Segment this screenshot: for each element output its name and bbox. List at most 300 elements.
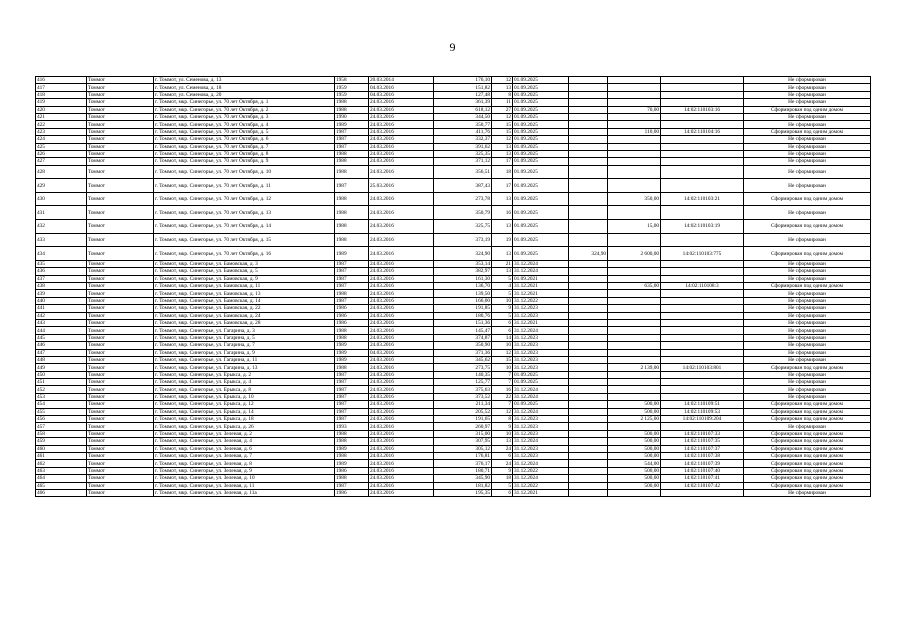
cell-land-area	[608, 379, 661, 386]
cell-residents-count: 24	[492, 460, 513, 467]
cell-land-status: Не сформирован	[744, 393, 871, 400]
cell-land-status: Не сформирован	[744, 143, 871, 150]
cell-address: г. Томмот, мкр. Синегорье, ул. 70 лет Октября, д. 5	[154, 128, 335, 135]
cell-term-date: 01.09.2025	[513, 179, 569, 193]
cell-area: 374,87	[434, 334, 492, 341]
table-row	[36, 312, 871, 319]
cell-address: г. Томмот, ул. Семенова, д. 13	[154, 77, 335, 84]
cell-area: 180,71	[434, 467, 492, 474]
cell-value-a	[569, 99, 608, 106]
cell-record-date: 24.03.2016	[369, 445, 434, 452]
cell-land-area: 110,00	[608, 128, 661, 135]
cell-build-year: 1987	[335, 283, 369, 290]
table-row	[36, 489, 871, 496]
cell-land-status: Сформирован под одним домом	[744, 416, 871, 423]
cell-residents-count: 13	[492, 143, 513, 150]
cell-land-status: Не сформирован	[744, 386, 871, 393]
cell-land-area	[608, 371, 661, 378]
cell-value-a	[569, 327, 608, 334]
cell-term-date: 01.09.2021	[513, 275, 569, 282]
cell-cadastral-number	[661, 136, 744, 143]
cell-build-year: 1993	[335, 423, 369, 430]
cell-area: 140,35	[434, 371, 492, 378]
cell-cadastral-number	[661, 327, 744, 334]
cell-cadastral-number	[661, 84, 744, 91]
cell-settlement: Томмот	[87, 342, 154, 349]
cell-build-year: 1988	[335, 453, 369, 460]
cell-land-status: Сформирован под одним домом	[744, 283, 871, 290]
cell-land-area	[608, 356, 661, 363]
cell-term-date: 01.09.2025	[513, 91, 569, 98]
cell-settlement: Томмот	[87, 158, 154, 165]
cell-build-year: 1989	[335, 121, 369, 128]
cell-residents-count: 12	[492, 349, 513, 356]
cell-address: г. Томмот, мкр. Синегорье, ул. Бамовская, д. 3	[154, 260, 335, 267]
cell-row-number: 441	[36, 305, 87, 312]
cell-land-area	[608, 327, 661, 334]
cell-build-year: 1987	[335, 393, 369, 400]
cell-settlement: Томмот	[87, 220, 154, 234]
cell-address: г. Томмот, мкр. Синегорье, ул. Зеленая, д. 9	[154, 467, 335, 474]
cell-land-status: Не сформирован	[744, 312, 871, 319]
table-row	[36, 327, 871, 334]
cell-address: г. Томмот, мкр. Синегорье, ул. Бамовская, д. 5	[154, 268, 335, 275]
cell-row-number: 431	[36, 206, 87, 220]
cell-value-a	[569, 206, 608, 220]
cell-build-year: 1987	[335, 275, 369, 282]
cell-address: г. Томмот, мкр. Синегорье, ул. 70 лет Октября, д. 9	[154, 158, 335, 165]
cell-cadastral-number	[661, 233, 744, 247]
cell-record-date: 24.03.2016	[369, 319, 434, 326]
cell-build-year: 1988	[335, 327, 369, 334]
cell-land-area	[608, 143, 661, 150]
cell-area: 376,17	[434, 460, 492, 467]
cell-land-area	[608, 260, 661, 267]
cell-build-year: 1986	[335, 305, 369, 312]
cell-land-area	[608, 334, 661, 341]
cell-value-a	[569, 416, 608, 423]
cell-settlement: Томмот	[87, 312, 154, 319]
cell-row-number: 459	[36, 438, 87, 445]
cell-term-date: 31.12.2023	[513, 453, 569, 460]
cell-value-a	[569, 423, 608, 430]
cell-residents-count: 11	[492, 99, 513, 106]
cell-value-a	[569, 113, 608, 120]
cell-record-date: 24.03.2016	[369, 268, 434, 275]
cell-cadastral-number: 14:02:110107:39	[661, 460, 744, 467]
cell-record-date: 24.03.2016	[369, 275, 434, 282]
cell-value-a	[569, 438, 608, 445]
cell-term-date: 31.12.2022	[513, 467, 569, 474]
cell-residents-count: 6	[492, 489, 513, 496]
cell-cadastral-number: 14:02:110103:21	[661, 192, 744, 206]
cell-record-date: 24.03.2016	[369, 430, 434, 437]
cell-record-date: 04.03.2016	[369, 349, 434, 356]
cell-value-a	[569, 386, 608, 393]
cell-land-area: 70,00	[608, 106, 661, 113]
cell-record-date: 24.03.2016	[369, 113, 434, 120]
cell-record-date: 24.03.2016	[369, 143, 434, 150]
cell-build-year: 1988	[335, 106, 369, 113]
cell-land-status: Не сформирован	[744, 84, 871, 91]
cell-build-year: 1988	[335, 99, 369, 106]
cell-area: 151,36	[434, 319, 492, 326]
cell-settlement: Томмот	[87, 179, 154, 193]
cell-cadastral-number: 14:02:110107:41	[661, 475, 744, 482]
cell-land-area	[608, 150, 661, 157]
cell-value-a	[569, 192, 608, 206]
cell-settlement: Томмот	[87, 327, 154, 334]
cell-area: 391,62	[434, 143, 492, 150]
cell-residents-count: 9	[492, 467, 513, 474]
cell-record-date: 24.03.2016	[369, 408, 434, 415]
table-row	[36, 475, 871, 482]
cell-settlement: Томмот	[87, 91, 154, 98]
cell-settlement: Томмот	[87, 297, 154, 304]
cell-land-status: Не сформирован	[744, 327, 871, 334]
cell-record-date: 24.03.2016	[369, 165, 434, 179]
cell-build-year: 1987	[335, 136, 369, 143]
cell-build-year: 1987	[335, 260, 369, 267]
table-row	[36, 128, 871, 135]
cell-address: г. Томмот, мкр. Синегорье, ул. Гагарина, д. 7	[154, 342, 335, 349]
cell-area: 180,76	[434, 312, 492, 319]
cell-land-status: Не сформирован	[744, 297, 871, 304]
cell-land-area: 2 139,00	[608, 364, 661, 371]
cell-cadastral-number: 14:02:110103:19	[661, 220, 744, 234]
cell-record-date: 24.03.2016	[369, 460, 434, 467]
cell-value-a	[569, 430, 608, 437]
table-row	[36, 467, 871, 474]
cell-land-status: Не сформирован	[744, 379, 871, 386]
cell-build-year: 1987	[335, 179, 369, 193]
cell-area: 191,65	[434, 416, 492, 423]
cell-record-date: 24.03.2016	[369, 482, 434, 489]
cell-address: г. Томмот, мкр. Синегорье, ул. 70 лет Октября, д. 11	[154, 179, 335, 193]
cell-build-year: 1988	[335, 192, 369, 206]
cell-record-date: 24.03.2016	[369, 312, 434, 319]
cell-value-a	[569, 371, 608, 378]
cell-residents-count: 21	[492, 260, 513, 267]
cell-address: г. Томмот, мкр. Синегорье, ул. 70 лет Октября, д. 16	[154, 247, 335, 261]
cell-cadastral-number	[661, 349, 744, 356]
cell-residents-count: 8	[492, 91, 513, 98]
cell-land-status: Не сформирован	[744, 275, 871, 282]
cell-land-status: Не сформирован	[744, 179, 871, 193]
cell-address: г. Томмот, мкр. Синегорье, ул. Гагарина, д. 5	[154, 334, 335, 341]
cell-settlement: Томмот	[87, 99, 154, 106]
cell-residents-count: 27	[492, 106, 513, 113]
cell-value-a	[569, 297, 608, 304]
cell-term-date: 01.09.2025	[513, 113, 569, 120]
cell-record-date: 24.03.2016	[369, 158, 434, 165]
cell-row-number: 457	[36, 423, 87, 430]
cell-value-a	[569, 364, 608, 371]
table-row	[36, 165, 871, 179]
cell-address: г. Томмот, мкр. Синегорье, ул. Бамовская, д. 22	[154, 305, 335, 312]
cell-residents-count: 22	[492, 393, 513, 400]
cell-record-date: 24.03.2016	[369, 290, 434, 297]
cell-area: 307,95	[434, 438, 492, 445]
cell-cadastral-number: 14:02:110103:801	[661, 364, 744, 371]
cell-record-date: 24.03.2016	[369, 192, 434, 206]
cell-area: 375,63	[434, 386, 492, 393]
cell-settlement: Томмот	[87, 438, 154, 445]
cell-settlement: Томмот	[87, 121, 154, 128]
cell-settlement: Томмот	[87, 260, 154, 267]
cell-cadastral-number: 14:02:110103:16	[661, 106, 744, 113]
cell-address: г. Томмот, мкр. Синегорье, ул. Бамовская, д. 11	[154, 283, 335, 290]
cell-row-number: 432	[36, 220, 87, 234]
cell-land-area	[608, 393, 661, 400]
cell-land-area	[608, 84, 661, 91]
cell-land-status: Не сформирован	[744, 233, 871, 247]
cell-cadastral-number: 14:02:110107:42	[661, 482, 744, 489]
cell-cadastral-number	[661, 312, 744, 319]
cell-land-status: Сформирован под одним домом	[744, 106, 871, 113]
cell-build-year: 1988	[335, 475, 369, 482]
cell-row-number: 443	[36, 319, 87, 326]
cell-term-date: 31.12.2024	[513, 438, 569, 445]
cell-residents-count: 5	[492, 482, 513, 489]
cell-area: 361,39	[434, 99, 492, 106]
cell-term-date: 31.12.2023	[513, 342, 569, 349]
cell-land-status: Не сформирован	[744, 165, 871, 179]
table-row	[36, 121, 871, 128]
cell-area: 345,62	[434, 356, 492, 363]
table-row	[36, 334, 871, 341]
cell-term-date: 31.12.2023	[513, 423, 569, 430]
cell-build-year: 1988	[335, 430, 369, 437]
cell-land-status: Не сформирован	[744, 489, 871, 496]
cell-settlement: Томмот	[87, 206, 154, 220]
cell-row-number: 447	[36, 349, 87, 356]
table-row	[36, 364, 871, 371]
cell-settlement: Томмот	[87, 453, 154, 460]
cell-term-date: 31.12.2024	[513, 408, 569, 415]
cell-row-number: 419	[36, 99, 87, 106]
cell-value-a	[569, 275, 608, 282]
cell-value-a	[569, 319, 608, 326]
cell-row-number: 448	[36, 356, 87, 363]
cell-land-area: 544,00	[608, 460, 661, 467]
page-number: 9	[449, 40, 456, 54]
cell-settlement: Томмот	[87, 393, 154, 400]
cell-record-date: 24.03.2016	[369, 475, 434, 482]
cell-build-year: 1986	[335, 489, 369, 496]
cell-address: г. Томмот, мкр. Синегорье, ул. Гагарина, д. 13	[154, 364, 335, 371]
cell-build-year: 1988	[335, 158, 369, 165]
cell-value-a	[569, 268, 608, 275]
cell-record-date: 24.03.2016	[369, 99, 434, 106]
table-row	[36, 356, 871, 363]
table-row	[36, 268, 871, 275]
cell-row-number: 452	[36, 386, 87, 393]
cell-build-year: 1989	[335, 460, 369, 467]
cell-settlement: Томмот	[87, 430, 154, 437]
cell-settlement: Томмот	[87, 143, 154, 150]
table-row	[36, 386, 871, 393]
cell-area: 151,82	[434, 84, 492, 91]
cell-record-date: 24.03.2016	[369, 128, 434, 135]
cell-record-date: 24.03.2016	[369, 356, 434, 363]
cell-value-a	[569, 260, 608, 267]
cell-cadastral-number: 14:02:110109:204	[661, 416, 744, 423]
cell-row-number: 458	[36, 430, 87, 437]
table-row	[36, 453, 871, 460]
cell-build-year: 1988	[335, 165, 369, 179]
cell-record-date: 24.03.2016	[369, 371, 434, 378]
cell-land-status: Не сформирован	[744, 150, 871, 157]
cell-settlement: Томмот	[87, 364, 154, 371]
cell-term-date: 31.12.2023	[513, 364, 569, 371]
cell-land-status: Не сформирован	[744, 334, 871, 341]
cell-area: 315,00	[434, 430, 492, 437]
cell-address: г. Томмот, мкр. Синегорье, ул. 70 лет Октября, д. 14	[154, 220, 335, 234]
cell-land-status: Не сформирован	[744, 158, 871, 165]
cell-land-area: 2 600,00	[608, 247, 661, 261]
cell-record-date: 04.03.2016	[369, 91, 434, 98]
cell-term-date: 01.09.2025	[513, 143, 569, 150]
cell-record-date: 24.03.2016	[369, 260, 434, 267]
cell-build-year: 1987	[335, 268, 369, 275]
table-row	[36, 393, 871, 400]
cell-residents-count: 14	[492, 334, 513, 341]
cell-term-date: 01.09.2025	[513, 150, 569, 157]
cell-record-date: 24.03.2016	[369, 150, 434, 157]
cell-land-status: Сформирован под одним домом	[744, 247, 871, 261]
cell-residents-count: 15	[492, 128, 513, 135]
table-row	[36, 99, 871, 106]
cell-cadastral-number	[661, 150, 744, 157]
cell-row-number: 438	[36, 283, 87, 290]
cell-area: 356,51	[434, 165, 492, 179]
table-row	[36, 445, 871, 452]
table-row	[36, 233, 871, 247]
cell-row-number: 428	[36, 165, 87, 179]
cell-value-a	[569, 121, 608, 128]
cell-residents-count: 9	[492, 423, 513, 430]
cell-term-date: 01.09.2025	[513, 84, 569, 91]
cell-residents-count: 12	[492, 136, 513, 143]
cell-term-date: 01.09.2025	[513, 192, 569, 206]
cell-term-date: 31.12.2024	[513, 393, 569, 400]
cell-cadastral-number	[661, 158, 744, 165]
cell-row-number: 416	[36, 77, 87, 84]
cell-settlement: Томмот	[87, 283, 154, 290]
cell-land-area	[608, 275, 661, 282]
cell-cadastral-number	[661, 268, 744, 275]
cell-cadastral-number: 14:02:110108:3	[661, 283, 744, 290]
table-row	[36, 275, 871, 282]
table-row	[36, 143, 871, 150]
cell-record-date: 24.03.2016	[369, 206, 434, 220]
table-row	[36, 290, 871, 297]
cell-build-year: 1988	[335, 233, 369, 247]
cell-address: г. Томмот, мкр. Синегорье, ул. 70 лет Октября, д. 13	[154, 206, 335, 220]
cell-area: 181,82	[434, 482, 492, 489]
table-row	[36, 423, 871, 430]
cell-residents-count: 4	[492, 283, 513, 290]
cell-term-date: 31.12.2024	[513, 327, 569, 334]
cell-land-status: Не сформирован	[744, 319, 871, 326]
cell-term-date: 31.12.2024	[513, 260, 569, 267]
cell-land-status: Не сформирован	[744, 136, 871, 143]
cell-area: 344,50	[434, 113, 492, 120]
cell-address: г. Томмот, мкр. Синегорье, ул. Ерыкса, д. 8	[154, 386, 335, 393]
cell-land-area	[608, 297, 661, 304]
cell-row-number: 420	[36, 106, 87, 113]
cell-value-a	[569, 233, 608, 247]
cell-settlement: Томмот	[87, 482, 154, 489]
cell-land-area	[608, 121, 661, 128]
cell-cadastral-number: 14:02:110107:33	[661, 430, 744, 437]
cell-land-status: Не сформирован	[744, 356, 871, 363]
cell-term-date: 31.12.2023	[513, 430, 569, 437]
cell-address: г. Томмот, мкр. Синегорье, ул. Гагарина, д. 9	[154, 349, 335, 356]
cell-area: 324,90	[434, 247, 492, 261]
cell-record-date: 24.03.2016	[369, 342, 434, 349]
cell-value-a	[569, 128, 608, 135]
cell-row-number: 421	[36, 113, 87, 120]
table-row	[36, 260, 871, 267]
table-row	[36, 106, 871, 113]
cell-row-number: 463	[36, 467, 87, 474]
cell-term-date: 31.12.2024	[513, 475, 569, 482]
housing-registry-table	[35, 76, 871, 497]
cell-residents-count: 6	[492, 327, 513, 334]
cell-land-status: Сформирован под одним домом	[744, 220, 871, 234]
cell-value-a	[569, 91, 608, 98]
cell-area: 332,37	[434, 136, 492, 143]
cell-residents-count: 13	[492, 220, 513, 234]
cell-cadastral-number	[661, 319, 744, 326]
cell-area: 350,90	[434, 342, 492, 349]
cell-cadastral-number	[661, 386, 744, 393]
cell-row-number: 455	[36, 408, 87, 415]
cell-residents-count: 13	[492, 247, 513, 261]
table-row	[36, 297, 871, 304]
cell-address: г. Томмот, мкр. Синегорье, ул. Зеленая, д. 7	[154, 453, 335, 460]
cell-value-a	[569, 179, 608, 193]
cell-value-a	[569, 460, 608, 467]
cell-value-a	[569, 334, 608, 341]
cell-row-number: 439	[36, 290, 87, 297]
cell-land-area: 500,00	[608, 445, 661, 452]
cell-area: 161,30	[434, 275, 492, 282]
cell-address: г. Томмот, мкр. Синегорье, ул. Бамовская, д. 24	[154, 312, 335, 319]
cell-address: г. Томмот, мкр. Синегорье, ул. Зеленая, д. 10	[154, 475, 335, 482]
cell-record-date: 25.03.2016	[369, 179, 434, 193]
cell-area: 325,75	[434, 220, 492, 234]
cell-record-date: 24.03.2016	[369, 121, 434, 128]
cell-residents-count: 13	[492, 192, 513, 206]
cell-area: 176,10	[434, 77, 492, 84]
cell-row-number: 454	[36, 401, 87, 408]
cell-build-year: 1958	[335, 77, 369, 84]
cell-build-year: 1989	[335, 445, 369, 452]
cell-cadastral-number	[661, 275, 744, 282]
cell-land-status: Не сформирован	[744, 121, 871, 128]
cell-cadastral-number	[661, 121, 744, 128]
cell-settlement: Томмот	[87, 489, 154, 496]
cell-row-number: 435	[36, 260, 87, 267]
cell-land-area	[608, 99, 661, 106]
cell-record-date: 24.03.2016	[369, 233, 434, 247]
cell-value-a	[569, 408, 608, 415]
cell-land-status: Не сформирован	[744, 206, 871, 220]
cell-build-year: 1989	[335, 247, 369, 261]
